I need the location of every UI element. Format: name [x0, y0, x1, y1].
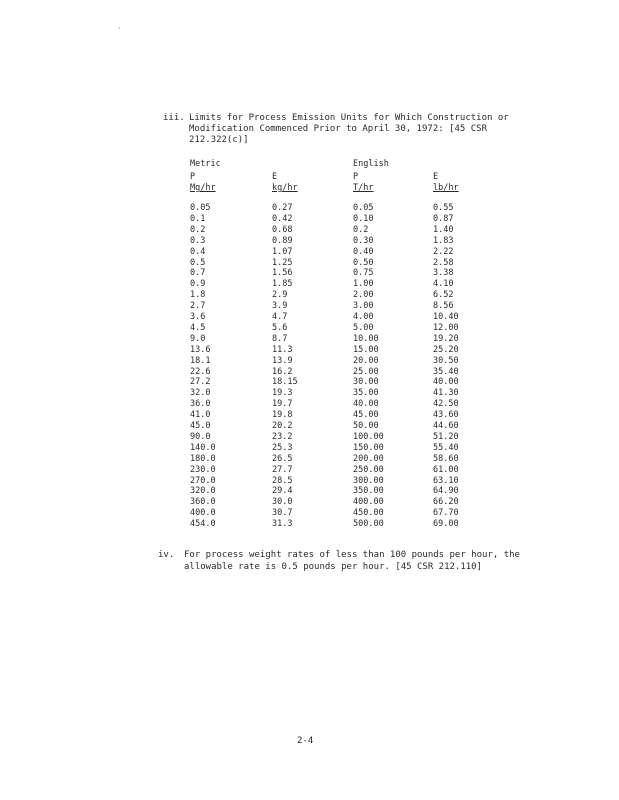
- table-cell: 150.00: [353, 442, 384, 453]
- footnote-number: iv.: [158, 550, 175, 560]
- table-cell: 30.50: [433, 355, 459, 366]
- table-cell: 400.0: [190, 508, 216, 519]
- table-cell: 16.2: [272, 366, 293, 377]
- english-group-header: English: [353, 159, 389, 169]
- table-cell: 61.00: [433, 464, 459, 475]
- col4-symbol: E: [433, 172, 439, 182]
- table-row: [0, 519, 619, 532]
- page-number: 2-4: [297, 736, 314, 746]
- table-cell: 3.9: [272, 301, 288, 312]
- table-cell: 450.00: [353, 508, 384, 519]
- table-cell: 0.5: [190, 257, 206, 268]
- table-cell: 19.20: [433, 333, 459, 344]
- table-cell: 8.56: [433, 301, 454, 312]
- table-cell: 0.27: [272, 203, 293, 213]
- table-cell: 0.1: [190, 213, 206, 224]
- table-cell: 43.60: [433, 410, 459, 421]
- table-cell: 0.68: [272, 224, 293, 235]
- table-cell: 27.7: [272, 464, 293, 475]
- table-cell: 0.75: [353, 268, 374, 279]
- table-cell: 0.2: [190, 224, 206, 235]
- table-cell: 4.5: [190, 322, 206, 333]
- table-cell: 400.00: [353, 497, 384, 508]
- table-cell: 18.15: [272, 377, 298, 388]
- table-cell: 13.6: [190, 344, 211, 355]
- table-cell: 19.7: [272, 399, 293, 410]
- table-cell: 19.8: [272, 410, 293, 421]
- heading-text: Limits for Process Emission Units for Which Construction or Modification Commenced Prior to April 30, 1972: [45 CSR 212.322(c)]: [189, 113, 509, 145]
- table-cell: 8.7: [272, 333, 288, 344]
- col3-unit: T/hr: [353, 183, 374, 193]
- table-cell: 0.50: [353, 257, 374, 268]
- table-cell: 42.50: [433, 399, 459, 410]
- table-cell: 18.1: [190, 355, 211, 366]
- table-cell: 44.60: [433, 421, 459, 431]
- table-cell: 0.55: [433, 203, 454, 213]
- col1-unit: Mg/hr: [190, 183, 216, 193]
- table-cell: 0.3: [190, 235, 206, 246]
- table-cell: 2.22: [433, 246, 454, 257]
- table-cell: 67.70: [433, 508, 459, 519]
- col4-unit: lb/hr: [433, 183, 459, 193]
- table-cell: 20.2: [272, 421, 293, 431]
- table-cell: 29.4: [272, 486, 293, 497]
- table-cell: 4.00: [353, 312, 374, 322]
- table-cell: 9.0: [190, 333, 206, 344]
- table-cell: 64.90: [433, 486, 459, 497]
- table-cell: 20.00: [353, 355, 379, 366]
- table-cell: 26.5: [272, 453, 293, 464]
- table-cell: 230.0: [190, 464, 216, 475]
- table-cell: 180.0: [190, 453, 216, 464]
- table-cell: 90.0: [190, 431, 211, 442]
- table-cell: 63.10: [433, 475, 459, 486]
- metric-group-header: Metric: [190, 159, 221, 169]
- table-cell: 1.40: [433, 224, 454, 235]
- table-cell: 0.42: [272, 213, 293, 224]
- table-cell: 1.83: [433, 235, 454, 246]
- table-cell: 1.85: [272, 279, 293, 290]
- table-cell: 45.0: [190, 421, 211, 431]
- table-cell: 500.00: [353, 519, 384, 530]
- table-cell: 1.07: [272, 246, 293, 257]
- table-cell: 2.58: [433, 257, 454, 268]
- table-cell: 28.5: [272, 475, 293, 486]
- table-cell: 0.10: [353, 213, 374, 224]
- table-cell: 0.89: [272, 235, 293, 246]
- footnote-text: For process weight rates of less than 100 pounds per hour, the allowable rate is 0.5 pounds per hour. [45 CSR 212.110]: [184, 550, 520, 572]
- table-cell: 100.00: [353, 431, 384, 442]
- table-cell: 250.00: [353, 464, 384, 475]
- table-cell: 13.9: [272, 355, 293, 366]
- table-cell: 27.2: [190, 377, 211, 388]
- table-cell: 4.10: [433, 279, 454, 290]
- table-cell: 25.00: [353, 366, 379, 377]
- table-cell: 5.00: [353, 322, 374, 333]
- table-cell: 0.40: [353, 246, 374, 257]
- table-cell: 3.6: [190, 312, 206, 322]
- table-cell: 22.6: [190, 366, 211, 377]
- table-cell: 0.4: [190, 246, 206, 257]
- table-cell: 32.0: [190, 388, 211, 399]
- table-cell: 55.40: [433, 442, 459, 453]
- table-cell: 0.05: [353, 203, 374, 213]
- table-cell: 35.40: [433, 366, 459, 377]
- table-cell: 1.8: [190, 290, 206, 301]
- table-cell: 25.20: [433, 344, 459, 355]
- table-cell: 66.20: [433, 497, 459, 508]
- table-cell: 30.0: [272, 497, 293, 508]
- table-cell: 1.00: [353, 279, 374, 290]
- table-cell: 0.30: [353, 235, 374, 246]
- col3-symbol: P: [353, 172, 359, 182]
- heading-number: iii.: [163, 113, 185, 123]
- table-cell: 0.05: [190, 203, 211, 213]
- table-cell: 10.40: [433, 312, 459, 322]
- table-cell: 320.0: [190, 486, 216, 497]
- col2-symbol: E: [272, 172, 278, 182]
- table-cell: 10.00: [353, 333, 379, 344]
- table-cell: 11.3: [272, 344, 293, 355]
- table-cell: 2.9: [272, 290, 288, 301]
- table-cell: 58.60: [433, 453, 459, 464]
- table-cell: 270.0: [190, 475, 216, 486]
- table-cell: 25.3: [272, 442, 293, 453]
- table-cell: 1.25: [272, 257, 293, 268]
- table-cell: 35.00: [353, 388, 379, 399]
- table-cell: 0.87: [433, 213, 454, 224]
- table-cell: 41.0: [190, 410, 211, 421]
- table-cell: 12.00: [433, 322, 459, 333]
- table-cell: 2.00: [353, 290, 374, 301]
- table-cell: 0.9: [190, 279, 206, 290]
- col2-unit: kg/hr: [272, 183, 298, 193]
- table-cell: 3.38: [433, 268, 454, 279]
- table-cell: 30.00: [353, 377, 379, 388]
- table-cell: 454.0: [190, 519, 216, 530]
- table-cell: 3.00: [353, 301, 374, 312]
- table-cell: 40.00: [433, 377, 459, 388]
- table-cell: 6.52: [433, 290, 454, 301]
- table-cell: 0.2: [353, 224, 369, 235]
- table-cell: 2.7: [190, 301, 206, 312]
- table-cell: 200.00: [353, 453, 384, 464]
- table-cell: 4.7: [272, 312, 288, 322]
- table-cell: 69.00: [433, 519, 459, 530]
- table-cell: 31.3: [272, 519, 293, 530]
- col1-symbol: P: [190, 172, 196, 182]
- table-cell: 5.6: [272, 322, 288, 333]
- stray-mark: ': [117, 26, 122, 34]
- table-cell: 45.00: [353, 410, 379, 421]
- table-cell: 1.56: [272, 268, 293, 279]
- table-cell: 41.30: [433, 388, 459, 399]
- table-cell: 360.0: [190, 497, 216, 508]
- table-cell: 30.7: [272, 508, 293, 519]
- table-cell: 19.3: [272, 388, 293, 399]
- table-cell: 140.0: [190, 442, 216, 453]
- table-cell: 15.00: [353, 344, 379, 355]
- table-cell: 36.0: [190, 399, 211, 410]
- table-cell: 51.20: [433, 431, 459, 442]
- table-cell: 300.00: [353, 475, 384, 486]
- table-cell: 50.00: [353, 421, 379, 431]
- table-cell: 0.7: [190, 268, 206, 279]
- table-cell: 40.00: [353, 399, 379, 410]
- table-cell: 350.00: [353, 486, 384, 497]
- table-cell: 23.2: [272, 431, 293, 442]
